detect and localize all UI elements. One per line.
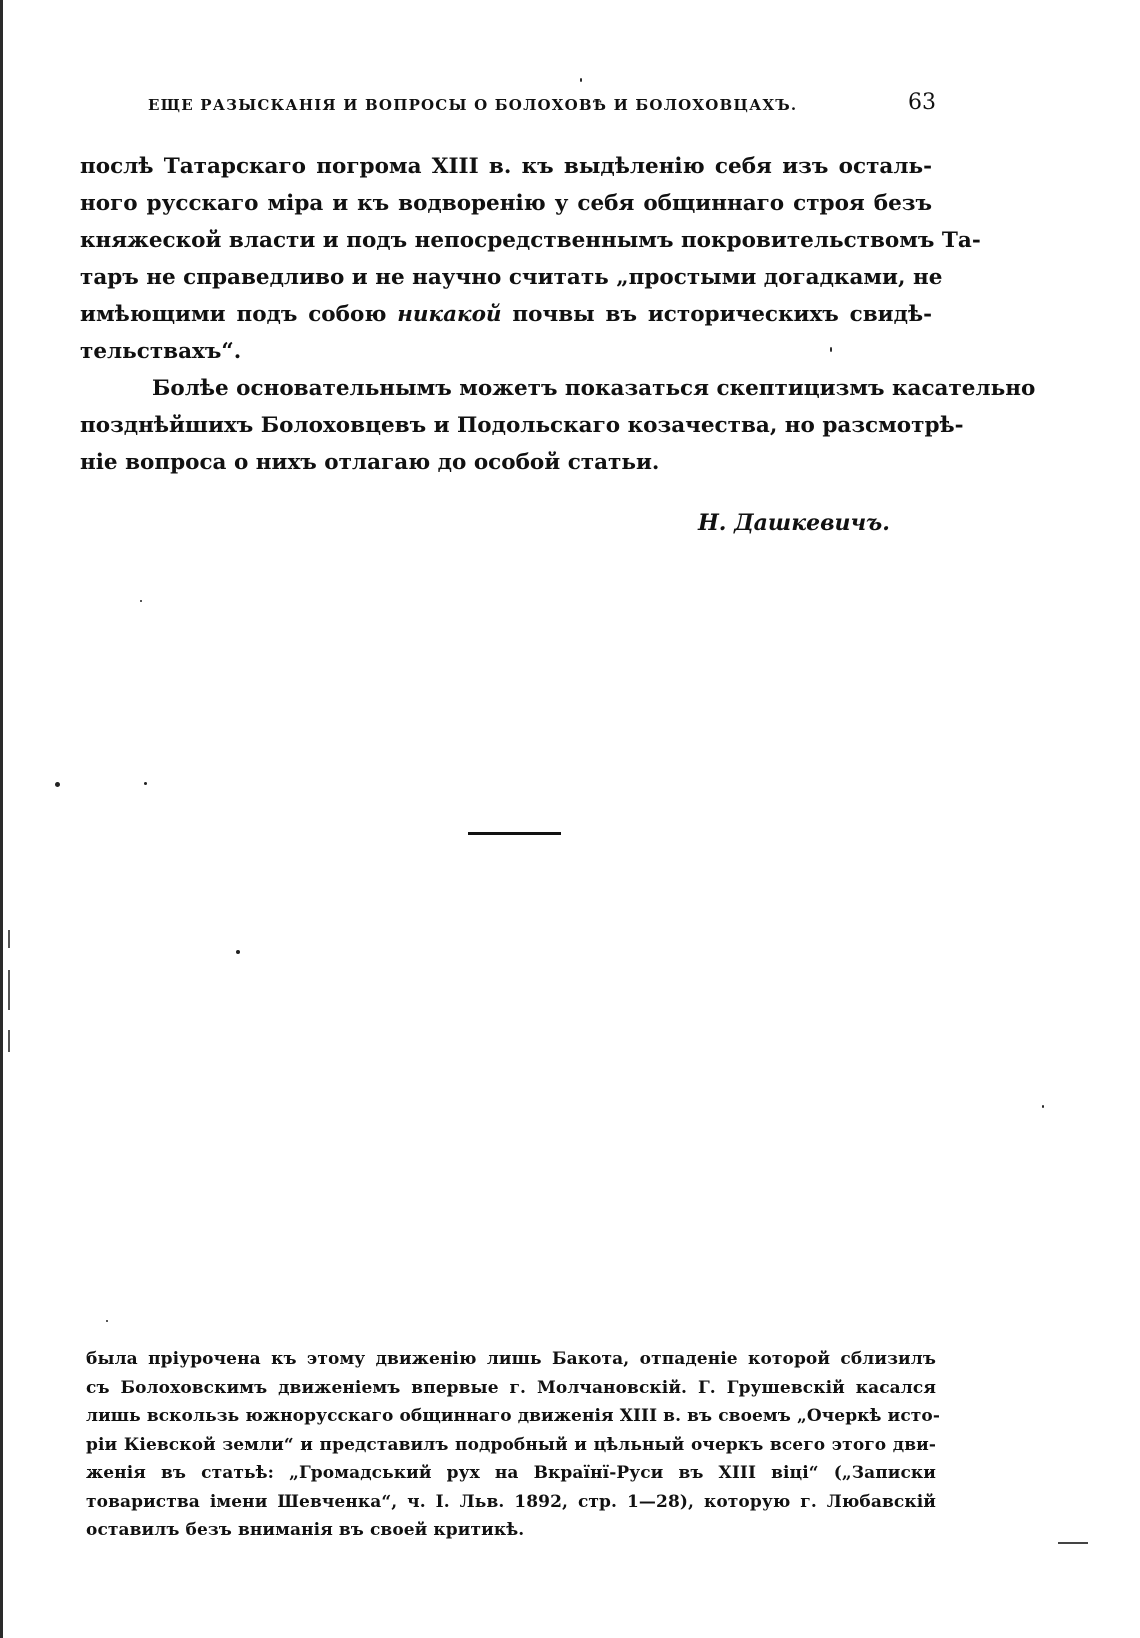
scan-edge-mark	[8, 970, 10, 1010]
text-segment: имѣющими подъ собою	[80, 302, 387, 327]
page-number: 63	[908, 90, 936, 115]
text-line: ніе вопроса о нихъ отлагаю до особой статьи.	[80, 450, 660, 475]
text-line: Болѣе основательнымъ можетъ показаться скептицизмъ касательно	[152, 376, 1036, 401]
text-line: княжеской власти и подъ непосредственнымъ покровительствомъ Та-	[80, 228, 981, 253]
scan-speck	[140, 600, 142, 602]
scan-speck	[580, 78, 582, 82]
running-header: ЕЩЕ РАЗЫСКАНІЯ И ВОПРОСЫ О БОЛОХОВѢ И БОЛОХОВЦАХЪ.	[148, 96, 798, 114]
section-divider	[468, 832, 561, 835]
scan-edge-mark	[8, 930, 10, 948]
text-line	[80, 296, 932, 333]
footnote	[86, 1345, 941, 1545]
scan-left-edge	[0, 0, 3, 1638]
text-line: таръ не справедливо и не научно считать „простыми догадками, не	[80, 265, 943, 290]
scan-speck	[106, 1320, 108, 1322]
text-line: ного русскаго міра и къ водворенію у себя общиннаго строя безъ	[80, 191, 932, 216]
footnote-line: товариства імени Шевченка“, ч. I. Льв. 1892, стр. 1—28), которую г. Любавскій	[86, 1491, 936, 1512]
text-line: тельствахъ“.	[80, 339, 242, 364]
margin-mark	[1058, 1542, 1088, 1544]
scan-edge-mark	[8, 1030, 10, 1052]
scan-speck	[55, 782, 60, 787]
text-line: послѣ Татарскаго погрома XIII в. къ выдѣленію себя изъ осталь-	[80, 154, 932, 179]
text-line: позднѣйшихъ Болоховцевъ и Подольскаго козачества, но разсмотрѣ-	[80, 413, 964, 438]
scan-speck	[144, 782, 147, 785]
scan-speck	[1042, 1105, 1044, 1108]
footnote-line: ріи Кіевской земли“ и представилъ подробный и цѣльный очеркъ всего этого дви-	[86, 1434, 936, 1455]
scan-speck	[830, 347, 832, 352]
footnote-line: лишь вскользь южнорусскаго общиннаго движенія XIII в. въ своемъ „Очеркѣ исто-	[86, 1406, 941, 1426]
footnote-line: оставилъ безъ вниманія въ своей критикѣ.	[86, 1520, 525, 1540]
footnote-line: была пріурочена къ этому движенію лишь Бакота, отпаденіе которой сблизилъ	[86, 1349, 936, 1369]
emphasized-word: никакой	[397, 302, 502, 327]
main-text	[80, 148, 1036, 481]
text-segment: почвы въ историческихъ свидѣ-	[512, 302, 932, 327]
footnote-line: женія въ статьѣ: „Громадський рух на Вкраїнї-Руси въ XIII віці“ („Записки	[86, 1463, 936, 1483]
scan-speck	[236, 950, 240, 954]
footnote-line: съ Болоховскимъ движеніемъ впервые г. Молчановскій. Г. Грушевскій касался	[86, 1377, 936, 1398]
author-signature: Н. Дашкевичъ.	[698, 510, 890, 536]
